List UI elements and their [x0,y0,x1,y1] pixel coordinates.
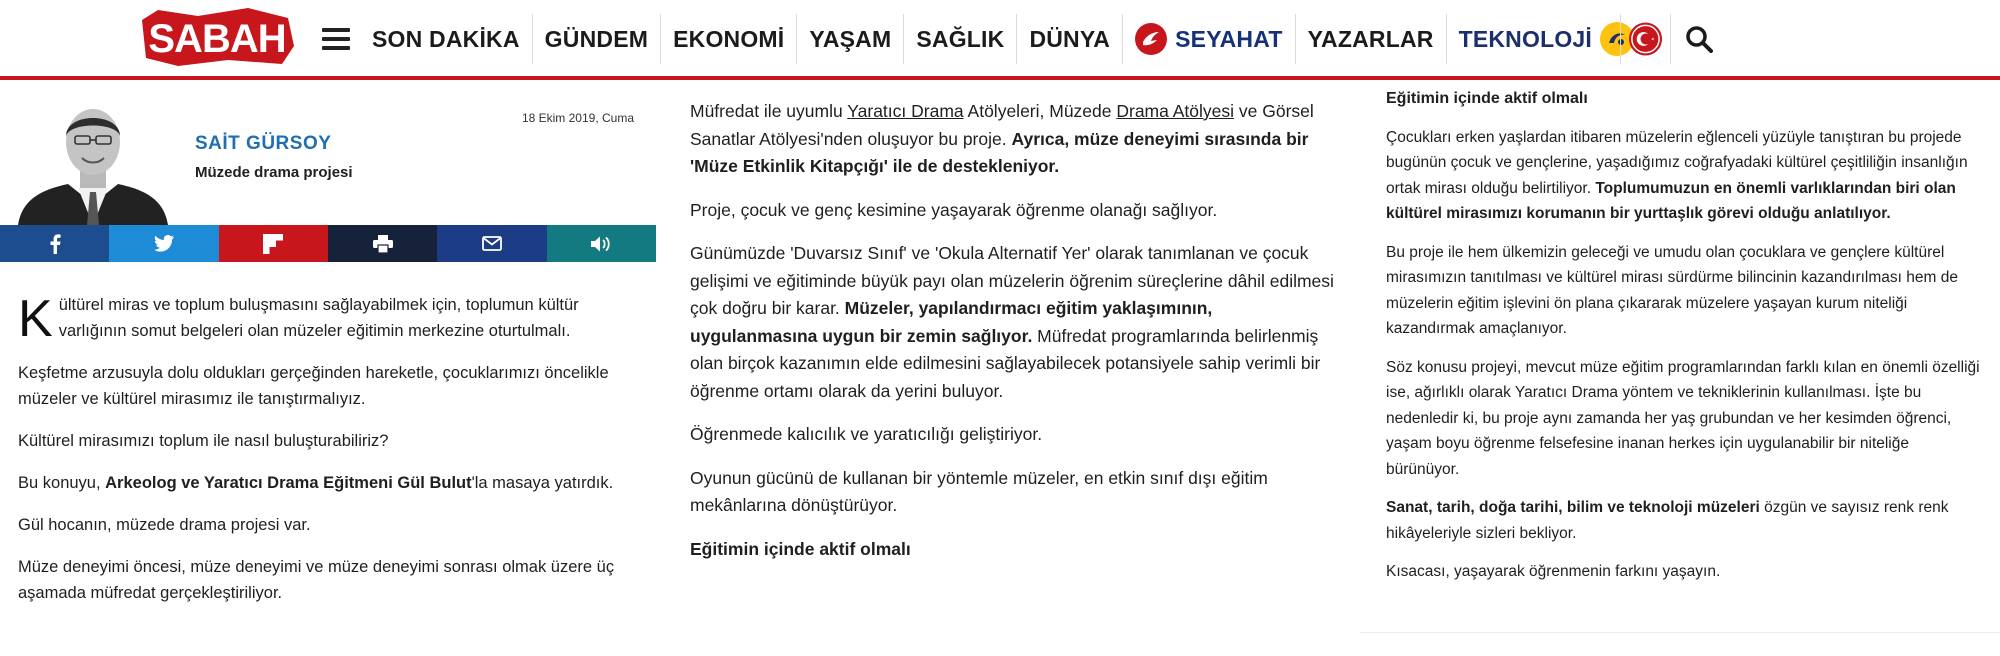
paragraph-text: Bu konuyu, [18,474,106,492]
paragraph [690,240,1340,405]
print-button[interactable] [328,225,437,262]
nav-label: EKONOMİ [673,25,785,52]
article-body-left [0,262,630,606]
link-drama-atolyesi[interactable]: Drama Atölyesi [1116,101,1235,121]
paragraph: Keşfetme arzusuyla dolu oldukları gerçeğinden hareketle, çocuklarımızı öncelikle müzeler ve kültürel mirasımız ile tanıştırmalıyız. [18,364,609,408]
paragraph: Proje, çocuk ve genç kesimine yaşayarak öğrenme olanağı sağlıyor. [690,199,1218,220]
author-name[interactable]: SAİT GÜRSOY [195,133,332,154]
paragraph-text: Günümüzde 'Duvarsız Sınıf' ve 'Okula Alternatif Yer' olarak tanımlanan ve çocuk gelişimi ve eğitiminde büyük payı olan müzelerin öğrenim süreçlerine dâhil edilmesi çok doğru bir karar. [690,243,1334,318]
paragraph: Gül hocanın, müzede drama projesi var. [18,516,311,534]
paragraph [690,98,1340,181]
paragraph-text: ve Görsel Sanatlar Atölyesi'nden oluşuyor bu proje. [690,101,1314,149]
print-icon [373,235,393,253]
nav-yasam[interactable] [796,14,903,64]
header-divider [0,76,2000,80]
paragraph-text: 'la masaya yatırdık. [471,474,614,492]
bold-text: Arkeolog ve Yaratıcı Drama Eğitmeni Gül Bulut [105,474,472,492]
paragraph-text: ültürel miras ve toplum buluşmasını sağlayabilmek için, toplumun kültür varlığının somut belgeleri olan müzeler eğitimin merkezine oturtulmalı. [58,296,579,340]
nav-label: GÜNDEM [544,25,649,52]
paragraph-text: Çocukları erken yaşlardan itibaren müzelerin eğlenceli yüzüyle tanıştıran bu projede bugünün çocuk ve gençlerine, yaşadığımız coğrafyadaki kültürel çeşitliliğin insanlığın ortak mirası olduğu belirtiliyor. [1386,128,1968,197]
article-left-column [0,92,656,622]
share-bar [0,225,656,262]
article-date: 18 Ekim 2019, Cuma [521,111,634,125]
facebook-icon [49,234,61,254]
paragraph: Kısacası, yaşayarak öğrenmenin farkını yaşayın. [1386,563,1721,580]
twitter-icon [154,235,174,252]
link-yaratici-drama[interactable]: Yaratıcı Drama [847,101,964,121]
flipboard-icon [263,234,283,254]
dropcap: K [18,290,53,348]
nav-label: YAZARLAR [1307,25,1434,52]
nav-saglik[interactable] [903,14,1016,64]
section-heading: Eğitimin içinde aktif olmalı [1386,90,1588,107]
nav-teknoloji[interactable] [1446,14,1646,64]
section-heading-text: Eğitimin içinde aktif olmalı [690,538,911,559]
bold-text: Ayrıca, müze deneyimi sırasında bir 'Müze Etkinlik Kitapçığı' ile de destekleniyor. [690,128,1309,176]
nav-label: YAŞAM [809,25,892,52]
author-photo [18,96,168,225]
bold-text: Toplumumuzun en önemli varlıklarından biri olan kültürel mirasımızı korumanın bir yurttaşlık görevi olduğu anlatılıyor. [1386,179,1956,222]
bold-text: Müzeler, yapılandırmacı eğitim yaklaşımının, uygulanmasına uygun bir zemin sağlıyor. [690,298,1213,346]
site-header [0,0,2000,80]
paragraph-text: Atölyeleri, Müzede [963,101,1117,121]
paragraph-text: özgün ve sayısız renk renk hikâyeleriyle sizleri bekliyor. [1386,499,1949,542]
listen-audio-button[interactable] [547,225,656,262]
author-box [0,92,656,225]
nav-gundem[interactable] [532,14,660,64]
twitter-share-button[interactable] [109,225,218,262]
paragraph: Oyunun gücünü de kullanan bir yöntemle müzeler, en etkin sınıf dışı eğitim mekânlarına dönüştürüyor. [690,467,1268,515]
turkish-airlines-icon [1135,23,1167,55]
nav-dunya[interactable] [1016,14,1122,64]
paragraph [18,290,630,348]
nav-label: TEKNOLOJİ [1458,25,1592,52]
paragraph [1386,495,1984,546]
paragraph [18,470,630,496]
nav-label: SON DAKİKA [372,25,520,52]
nav-yazarlar[interactable] [1295,14,1446,64]
paragraph-text: Müfredat programlarında belirlenmiş olan birçok kazanımın elde edilmesini sağlayabilecek potansiyele sahip verimli bir öğrenme ortamı olarak da yerini buluyor. [690,325,1321,401]
sabah-logo[interactable] [138,6,296,68]
search-icon[interactable] [1670,14,1730,64]
nav-ekonomi[interactable] [660,14,796,64]
paragraph [1386,125,1984,227]
paragraph: Bu proje ile hem ülkemizin geleceği ve umudu olan çocuklara ve gençlere kültürel mirasımızın tanıtılması ve kültürel mirası sürdürme bilincinin kazandırılması hem de müzelerin eğitim işlevini ön plana çıkararak müzelere yaşayan kurum niteliği kazandırmak amaçlanıyor. [1386,243,1958,337]
hamburger-menu-icon[interactable] [322,28,350,52]
nav-seyahat[interactable] [1122,14,1294,64]
email-icon [482,236,502,251]
paragraph: Öğrenmede kalıcılık ve yaratıcılığı geliştiriyor. [690,424,1043,444]
nav-label: SAĞLIK [916,25,1005,52]
flipboard-share-button[interactable] [219,225,328,262]
bold-text: Sanat, tarih, doğa tarihi, bilim ve teknoloji müzeleri [1386,499,1760,516]
email-share-button[interactable] [437,225,546,262]
main-nav [360,14,1646,64]
nav-son-dakika[interactable] [360,14,532,64]
column-divider [1360,632,2000,633]
turkish-flag-emblem-icon[interactable] [1620,14,1664,64]
paragraph: Söz konusu projeyi, mevcut müze eğitim programlarından farklı kılan en önemli özelliği ise, ağırlıklı olarak Yaratıcı Drama yöntem ve tekniklerinin kullanılması. İşte bu nedenledir ki, bu proje aynı zamanda her yaş grubundan ve her kesimden öğrenci, yaşam boyu öğrenme felsefesine inanan herkes için uygulanabilir bir niteliğe bürünüyor. [1386,358,1980,478]
paragraph: Kültürel mirasımızı toplum ile nasıl buluşturabiliriz? [18,432,389,450]
article-title: Müzede drama projesi [195,164,353,181]
paragraph: Müze deneyimi öncesi, müze deneyimi ve müze deneyimi sonrası olmak üzere üç aşamada müfredat gerçekleştiriliyor. [18,558,615,602]
audio-icon [590,235,612,253]
article-middle-column [690,98,1340,579]
section-heading [690,536,1340,564]
nav-label: DÜNYA [1029,25,1111,52]
paragraph-text: Müfredat ile uyumlu [690,101,848,121]
article-right-column [1386,86,1984,598]
logo-text: SABAH [148,17,286,61]
nav-label: SEYAHAT [1175,25,1283,52]
facebook-share-button[interactable] [0,225,109,262]
